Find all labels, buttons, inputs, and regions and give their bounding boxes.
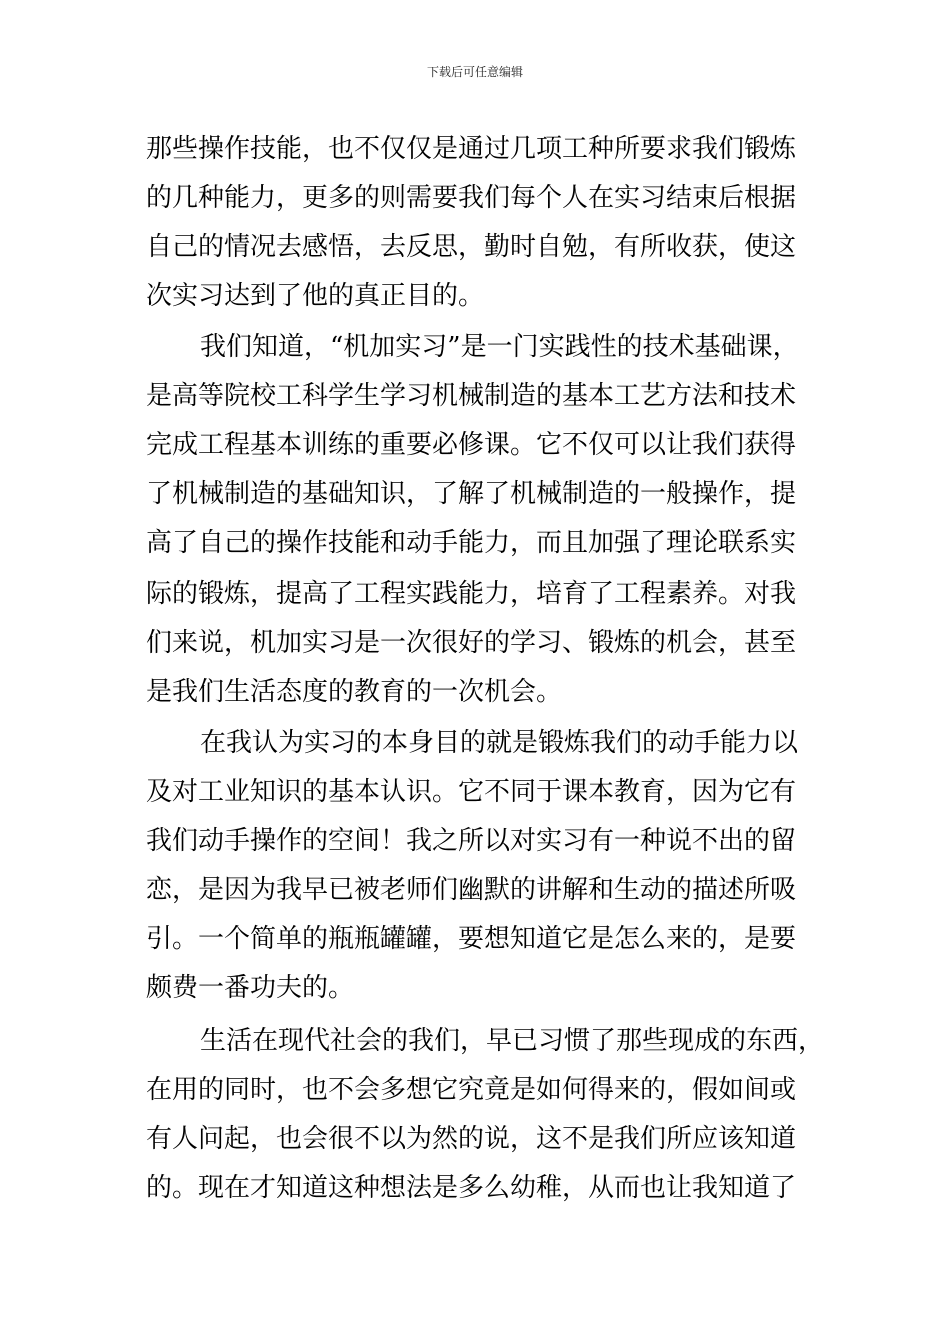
body-line: 引。一个简单的瓶瓶罐罐，要想知道它是怎么来的，是要 [146, 924, 797, 954]
body-line: 自己的情况去感悟，去反思，勤时自勉，有所收获，使这 [146, 232, 797, 262]
body-line: 有人问起，也会很不以为然的说，这不是我们所应该知道 [146, 1124, 797, 1154]
body-line: 颇费一番功夫的。 [146, 973, 355, 1003]
body-line: 际的锻炼，提高了工程实践能力，培育了工程素养。对我 [146, 579, 797, 609]
body-line: 是高等院校工科学生学习机械制造的基本工艺方法和技术 [146, 381, 797, 411]
body-line: 次实习达到了他的真正目的。 [146, 281, 485, 311]
body-line: 了机械制造的基础知识，了解了机械制造的一般操作，提 [146, 479, 797, 509]
body-line: 的几种能力，更多的则需要我们每个人在实习结束后根据 [146, 183, 797, 213]
body-line: 是我们生活态度的教育的一次机会。 [146, 677, 563, 707]
body-line: 的。现在才知道这种想法是多么幼稚，从而也让我知道了 [146, 1173, 797, 1203]
header-note: 下载后可任意编辑 [426, 65, 523, 79]
body-line: 们来说，机加实习是一次很好的学习、锻炼的机会，甚至 [146, 628, 797, 658]
body-line: 完成工程基本训练的重要必修课。它不仅可以让我们获得 [146, 430, 797, 460]
paragraph-first-line: 我们知道，“机加实习”是一门实践性的技术基础课， [200, 332, 799, 362]
paragraph-first-line: 在我认为实习的本身目的就是锻炼我们的动手能力以 [200, 728, 799, 758]
body-line: 及对工业知识的基本认识。它不同于课本教育，因为它有 [146, 777, 797, 807]
paragraph-first-line: 生活在现代社会的我们，早已习惯了那些现成的东西， [200, 1026, 825, 1056]
body-line: 恋，是因为我早已被老师们幽默的讲解和生动的描述所吸 [146, 875, 797, 905]
body-line: 高了自己的操作技能和动手能力，而且加强了理论联系实 [146, 528, 797, 558]
body-line: 我们动手操作的空间！我之所以对实习有一种说不出的留 [146, 826, 797, 856]
body-line: 在用的同时，也不会多想它究竟是如何得来的，假如间或 [146, 1075, 797, 1105]
body-line: 那些操作技能，也不仅仅是通过几项工种所要求我们锻炼 [146, 134, 797, 164]
